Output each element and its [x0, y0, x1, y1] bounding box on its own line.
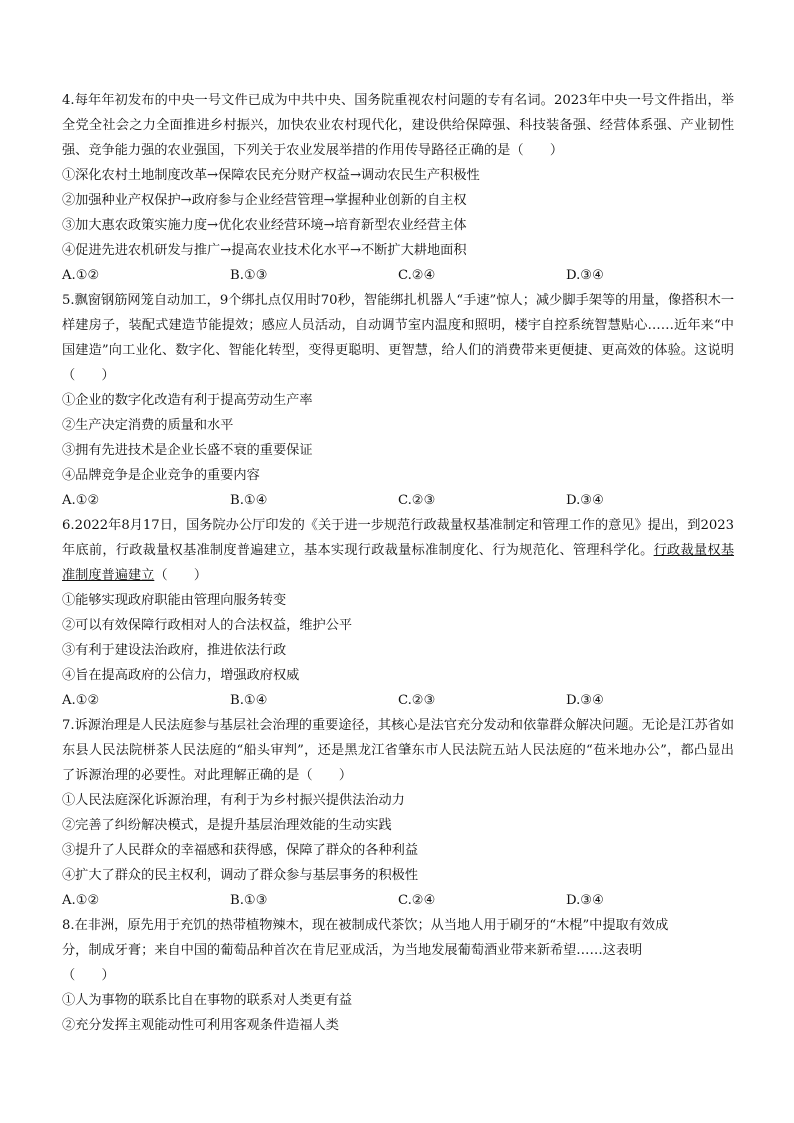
- underlined-phrase: 行政裁量权基准制度普遍建立: [62, 543, 735, 583]
- choice-c: C.②③: [398, 693, 436, 708]
- answer-choices: [62, 688, 734, 713]
- question-stem: 6.2022年8月17日，国务院办公厅印发的《关于进一步规范行政裁量权基准制定和管理工作的意见》提出，到2023年底前，行政裁量权基准制度普遍建立，基本实现行政裁量标准制度化、行为规范化、管理科学化。行政裁量权基准制度普遍建立（ ）: [62, 518, 735, 583]
- choice-b: B.①④: [230, 693, 268, 708]
- option-3: ③有利于建设法治政府，推进依法行政: [62, 643, 287, 658]
- option-1: ①能够实现政府职能由管理向服务转变: [62, 593, 287, 608]
- choice-a: A.①②: [62, 493, 100, 508]
- question-stem: 7.诉源治理是人民法庭参与基层社会治理的重要途径，其核心是法官充分发动和依靠群众解决问题。无论是江苏省如东县人民法院栟茶人民法庭的“船头审判”，还是黑龙江省肇东市人民法院五站人民法庭的“苞米地办公”，都凸显出了诉源治理的必要性。对此理解正确的是（ ）: [62, 718, 735, 783]
- option-2: ②完善了纠纷解决模式，是提升基层治理效能的生动实践: [62, 818, 392, 833]
- choice-d: D.③④: [566, 893, 604, 908]
- question-stem: 4.每年年初发布的中央一号文件已成为中共中央、国务院重视农村问题的专有名词。2023年中央一号文件指出，举全党全社会之力全面推进乡村振兴，加快农业农村现代化，建设供给保障强、科技装备强、经营体系强、产业韧性强、竞争能力强的农业强国，下列关于农业发展举措的作用传导路径正确的是（ ）: [62, 93, 735, 158]
- option-4: ④扩大了群众的民主权利，调动了群众参与基层事务的积极性: [62, 868, 419, 883]
- choice-c: C.②④: [398, 268, 436, 283]
- option-1: ①企业的数字化改造有利于提高劳动生产率: [62, 393, 313, 408]
- answer-choices: [62, 263, 734, 288]
- question-7: [62, 713, 734, 913]
- option-1: ①深化农村土地制度改革→保障农民充分财产权益→调动农民生产积极性: [62, 168, 480, 183]
- question-4: [62, 88, 734, 288]
- option-4: ④品牌竞争是企业竞争的重要内容: [62, 468, 260, 483]
- choice-d: D.③④: [566, 693, 604, 708]
- option-2: ②加强种业产权保护→政府参与企业经营管理→掌握种业创新的自主权: [62, 193, 467, 208]
- question-stem-line: 分，制成牙膏；来自中国的葡萄品种首次在肯尼亚成活，为当地发展葡萄酒业带来新希望……这表明: [62, 943, 643, 958]
- choice-c: C.②③: [398, 493, 436, 508]
- option-2: ②充分发挥主观能动性可利用客观条件造福人类: [62, 1018, 339, 1033]
- option-3: ③提升了人民群众的幸福感和获得感，保障了群众的各种利益: [62, 843, 419, 858]
- answer-choices: [62, 888, 734, 913]
- choice-d: D.③④: [566, 268, 604, 283]
- question-stem-line: （ ）: [62, 968, 115, 983]
- question-5: [62, 288, 734, 513]
- choice-a: A.①②: [62, 693, 100, 708]
- exam-page: [62, 88, 734, 1038]
- answer-choices: [62, 488, 734, 513]
- choice-d: D.③④: [566, 493, 604, 508]
- option-2: ②生产决定消费的质量和水平: [62, 418, 234, 433]
- choice-a: A.①②: [62, 893, 100, 908]
- choice-b: B.①④: [230, 493, 268, 508]
- question-6: [62, 513, 734, 713]
- choice-b: B.①③: [230, 268, 268, 283]
- choice-c: C.②④: [398, 893, 436, 908]
- option-1: ①人为事物的联系比自在事物的联系对人类更有益: [62, 993, 353, 1008]
- option-4: ④旨在提高政府的公信力，增强政府权威: [62, 668, 300, 683]
- choice-b: B.①③: [230, 893, 268, 908]
- option-1: ①人民法庭深化诉源治理，有利于为乡村振兴提供法治动力: [62, 793, 405, 808]
- question-stem-line: 8.在非洲，原先用于充饥的热带植物辣木，现在被制成代茶饮；从当地人用于刷牙的“木棍”中提取有效成: [62, 918, 669, 933]
- choice-a: A.①②: [62, 268, 100, 283]
- question-8: [62, 913, 734, 1038]
- option-3: ③加大惠农政策实施力度→优化农业经营环境→培育新型农业经营主体: [62, 218, 467, 233]
- option-4: ④促进先进农机研发与推广→提高农业技术化水平→不断扩大耕地面积: [62, 243, 467, 258]
- option-3: ③拥有先进技术是企业长盛不衰的重要保证: [62, 443, 313, 458]
- option-2: ②可以有效保障行政相对人的合法权益，维护公平: [62, 618, 353, 633]
- question-stem: 5.飘窗钢筋网笼自动加工，9个绑扎点仅用时70秒，智能绑扎机器人“手速”惊人；减少脚手架等的用量，像搭积木一样建房子，装配式建造节能提效；感应人员活动，自动调节室内温度和照明，楼宇自控系统智慧贴心……近年来“中国建造”向工业化、数字化、智能化转型，变得更聪明、更智慧，给人们的消费带来更便捷、更高效的体验。这说明（ ）: [62, 293, 735, 383]
